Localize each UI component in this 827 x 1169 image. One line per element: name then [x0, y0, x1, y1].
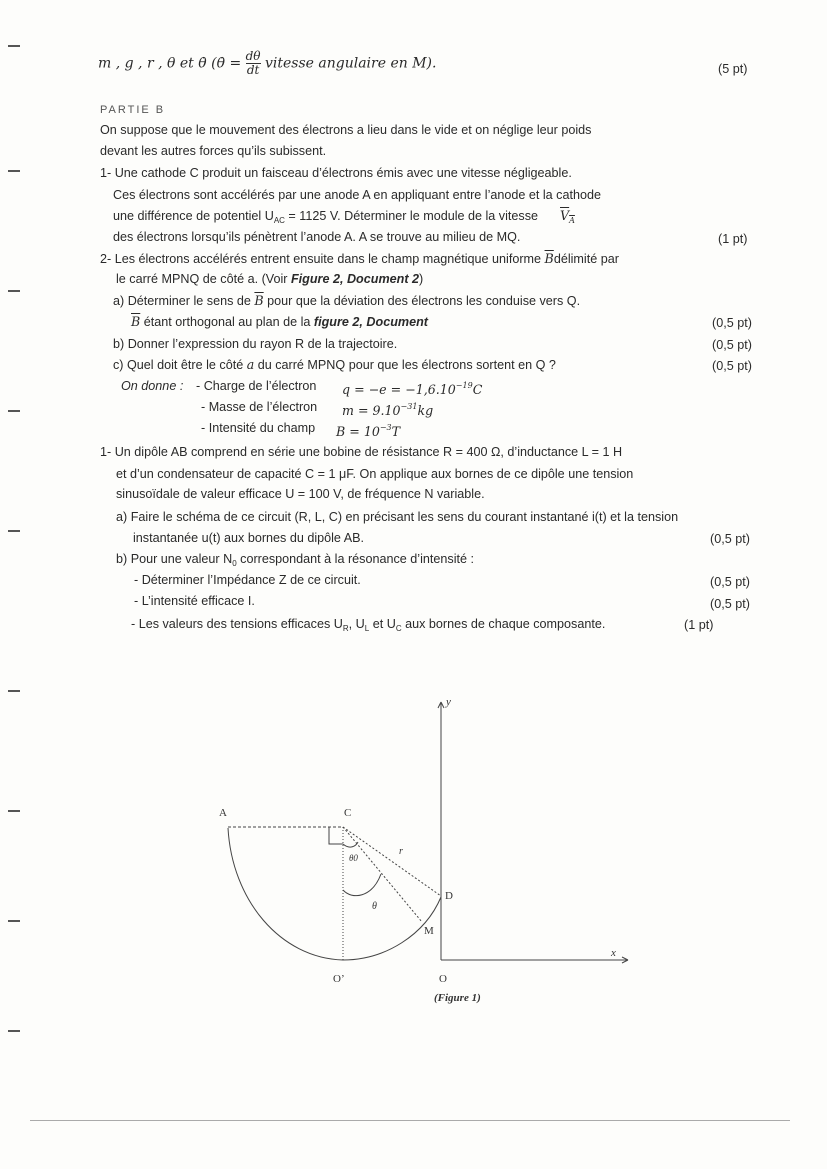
given-label: On donne : — [121, 379, 184, 393]
text: , U — [348, 617, 365, 631]
text: b) Pour une valeur N — [116, 552, 233, 566]
subscript: 0 — [232, 559, 237, 568]
q3a-line: a) Faire le schéma de ce circuit (R, L, C) en précisant les sens du courant instantané i(t) et la tension — [116, 510, 679, 524]
subscript: A — [569, 216, 575, 225]
label-y: y — [446, 696, 451, 708]
subscript: L — [364, 624, 370, 633]
intro-line: devant les autres forces qu’ils subissent. — [100, 144, 327, 158]
right-angle-mark — [329, 827, 343, 844]
exponent: −3 — [379, 423, 392, 432]
section-title: PARTIE B — [100, 104, 166, 116]
text: ) — [419, 272, 424, 286]
formula: m = 9.10 — [342, 403, 401, 418]
exponent: −31 — [400, 402, 418, 411]
text: le carré MPNQ de côté a. (Voir — [116, 272, 291, 286]
points: (0,5 pt) — [710, 575, 750, 589]
circular-track — [228, 828, 441, 960]
text: - Les valeurs des tensions efficaces U — [131, 617, 343, 631]
given-label: - Masse de l’électron — [201, 400, 318, 414]
intro-line: On suppose que le mouvement des électrons a lieu dans le vide et on néglige leur poids — [100, 123, 592, 137]
points: (1 pt) — [684, 618, 714, 632]
text: correspondant à la résonance d’intensité : — [236, 552, 475, 566]
text: une différence de potentiel U — [113, 209, 274, 223]
label-o-prime: O’ — [333, 973, 345, 985]
points: (1 pt) — [718, 232, 748, 246]
subscript: C — [395, 624, 402, 633]
q3a-line: instantanée u(t) aux bornes du dipôle AB. — [133, 531, 365, 545]
label-m: M — [424, 925, 434, 937]
label-o: O — [439, 973, 447, 985]
text: c) Quel doit être le côté — [113, 358, 247, 372]
subscript: AC — [273, 216, 285, 225]
formula: q = −e = −1,6.10 — [342, 382, 456, 397]
q3-line: sinusoïdale de valeur efficace U = 100 V, de fréquence N variable. — [116, 487, 485, 501]
text: étant orthogonal au plan de la — [140, 315, 314, 329]
given-label: - Charge de l’électron — [196, 379, 317, 393]
figure-ref: Figure 2, Document 2 — [290, 272, 420, 286]
frac-den: dt — [246, 63, 260, 77]
unit: C — [472, 382, 483, 397]
q1-line: des électrons lorsqu’ils pénètrent l’anode A. A se trouve au milieu de MQ. — [113, 230, 521, 244]
subscript: R — [342, 624, 349, 633]
points: (0,5 pt) — [710, 597, 750, 611]
label-theta0: θ0 — [349, 853, 358, 863]
text: = 1125 V. Déterminer le module de la vitesse — [284, 209, 539, 223]
frac-num: dθ — [245, 49, 261, 63]
q3b-item: - Déterminer l’Impédance Z de ce circuit. — [134, 573, 361, 587]
label-a: A — [219, 807, 227, 819]
q1-line: 1- Une cathode C produit un faisceau d’électrons émis avec une vitesse négligeable. — [100, 166, 572, 180]
label-x: x — [611, 947, 616, 959]
points: (0,5 pt) — [712, 338, 752, 352]
points: (0,5 pt) — [712, 316, 752, 330]
vector-letter: V — [560, 208, 570, 223]
text: délimité par — [553, 252, 619, 266]
var-a: a — [246, 357, 255, 372]
q3-line: et d’un condensateur de capacité C = 1 μF. On applique aux bornes de ce dipôle une tension — [116, 467, 634, 481]
unit: kg — [417, 403, 434, 418]
label-c: C — [344, 807, 352, 819]
points: (5 pt) — [718, 62, 748, 76]
q2b-line: b) Donner l’expression du rayon R de la trajectoire. — [113, 337, 398, 351]
label-theta: θ — [372, 901, 377, 912]
q1-line: Ces électrons sont accélérés par une anode A en appliquant entre l’anode et la cathode — [113, 188, 602, 202]
q3-line: 1- Un dipôle AB comprend en série une bobine de résistance R = 400 Ω, d’inductance L = 1 H — [100, 445, 623, 459]
text: 2- Les électrons accélérés entrent ensuite dans le champ magnétique uniforme — [100, 252, 545, 266]
theta-arc — [343, 874, 381, 896]
vector-b: $\overline{B}$ — [254, 293, 264, 308]
figure-ref: figure 2, Document — [313, 315, 428, 329]
text: et U — [369, 617, 396, 631]
vector-b: $\overline{B}$ — [544, 251, 554, 266]
text: du carré MPNQ pour que les électrons sortent en Q ? — [254, 358, 556, 372]
points: (0,5 pt) — [712, 359, 752, 373]
points: (0,5 pt) — [710, 532, 750, 546]
vector-b: $\overline{B}$ — [131, 314, 141, 329]
exponent: −19 — [455, 381, 473, 390]
radius-cm — [343, 827, 422, 922]
text: pour que la déviation des électrons les conduise vers Q. — [263, 294, 581, 308]
label-r: r — [399, 846, 403, 857]
formula: B = 10 — [336, 424, 380, 439]
formula-rest: vitesse angulaire en M). — [264, 55, 437, 72]
q3b-item: - L’intensité efficace I. — [134, 594, 255, 608]
given-label: - Intensité du champ — [201, 421, 316, 435]
formula-vars: m , g , r , θ et θ̇ (θ̇ = — [98, 55, 242, 72]
unit: T — [391, 424, 401, 439]
figure-caption: (Figure 1) — [434, 992, 481, 1004]
text: aux bornes de chaque composante. — [401, 617, 606, 631]
text: a) Déterminer le sens de — [113, 294, 255, 308]
label-d: D — [445, 890, 453, 902]
